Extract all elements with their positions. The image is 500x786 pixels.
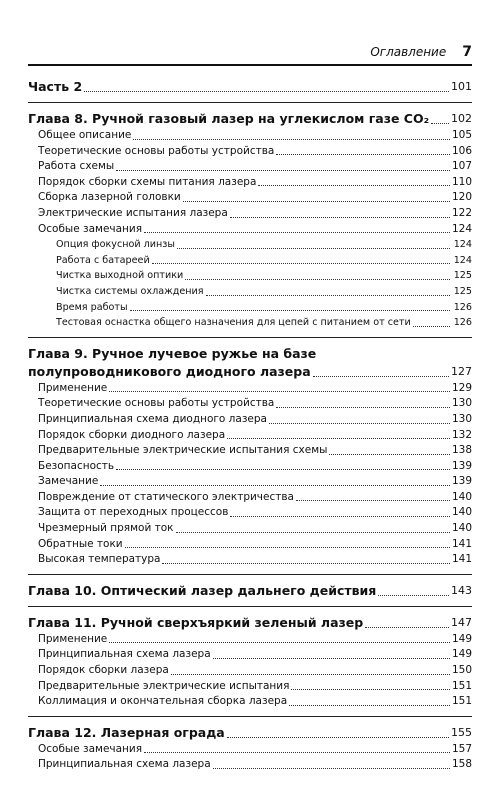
subentry-page: 124 (453, 254, 472, 266)
entry-label: Особые замечания (38, 742, 143, 755)
entry-page: 151 (451, 679, 472, 692)
leader-dots (171, 674, 450, 675)
leader-dots (84, 91, 449, 92)
toc-entry-row[interactable] (28, 757, 472, 773)
leader-dots (116, 469, 450, 470)
leader-dots (227, 438, 450, 439)
section-divider (28, 337, 472, 338)
running-head-title: Оглавление (370, 45, 447, 59)
toc-entry-row[interactable] (28, 428, 472, 444)
toc-subentry-row[interactable] (28, 300, 472, 316)
entry-page: 149 (451, 632, 472, 645)
entry-label: Замечание (38, 475, 99, 488)
chapter-title: Глава 11. Ручной сверхъяркий зеленый лазер (28, 614, 364, 630)
toc-subentry-row[interactable] (28, 268, 472, 284)
entry-page: 105 (451, 129, 472, 141)
leader-dots (291, 689, 450, 690)
entry-label: Работа схемы (38, 160, 115, 173)
page-number: 7 (462, 44, 472, 60)
toc-subentry-row[interactable] (28, 315, 472, 331)
entry-page: 122 (451, 206, 472, 219)
toc-entry-row[interactable] (28, 694, 472, 710)
section-divider (28, 102, 472, 103)
toc-entry-row[interactable] (28, 663, 472, 679)
chapter-title-line[interactable]: Глава 9. Ручное лучевое ружье на базе (28, 345, 317, 361)
toc-entry-row[interactable] (28, 521, 472, 537)
entry-page: 140 (451, 490, 472, 503)
toc-entry-row[interactable] (28, 222, 472, 238)
leader-dots (144, 752, 450, 753)
toc-entry-row[interactable] (28, 396, 472, 412)
leader-dots (176, 532, 450, 533)
toc-entry-row[interactable] (28, 128, 472, 144)
entry-label: Особые замечания (38, 222, 143, 235)
leader-dots (296, 500, 450, 501)
entry-page: 129 (451, 381, 472, 394)
chapter-title: Глава 8. Ручной газовый лазер на углекислом газе CO₂ (28, 111, 430, 126)
entry-label: Порядок сборки диодного лазера (38, 428, 226, 441)
part-title: Часть 2 (28, 79, 83, 94)
entry-page: 150 (451, 664, 472, 677)
entry-label: Защита от переходных процессов (38, 506, 229, 519)
subentry-label: Чистка системы охлаждения (56, 285, 204, 297)
section-divider (28, 606, 472, 607)
entry-label: Применение (38, 632, 108, 645)
entry-label: Чрезмерный прямой ток (38, 522, 174, 535)
entry-label: Повреждение от статического электричества (38, 490, 294, 503)
leader-dots (152, 263, 450, 264)
entry-label: Порядок сборки схемы питания лазера (38, 175, 257, 188)
running-head (28, 44, 472, 60)
subentry-label: Тестовая оснастка общего назначения для цепей с питанием от сети (56, 317, 411, 329)
entry-page: 140 (451, 506, 472, 519)
leader-dots (230, 516, 450, 517)
leader-dots (109, 391, 450, 392)
subentry-page: 126 (453, 317, 472, 329)
leader-dots (100, 485, 450, 486)
chapter-page: 147 (451, 615, 472, 629)
leader-dots (183, 201, 450, 202)
toc-entry-row[interactable] (28, 552, 472, 568)
entry-page: 124 (451, 222, 472, 235)
toc-entry-row[interactable] (28, 490, 472, 506)
leader-dots (230, 217, 450, 218)
toc-entry-row[interactable] (28, 679, 472, 695)
leader-dots (329, 454, 450, 455)
toc-entry-row[interactable] (28, 159, 472, 175)
leader-dots (133, 139, 450, 140)
entry-label: Высокая температура (38, 553, 161, 566)
entry-label: Предварительные электрические испытания (38, 679, 290, 692)
entry-label: Обратные токи (38, 537, 123, 550)
entry-page: 141 (451, 553, 472, 566)
leader-dots (313, 376, 449, 377)
toc-subentry-row[interactable] (28, 237, 472, 253)
chapter-page: 127 (451, 364, 472, 378)
entry-label: Принципиальная схема лазера (38, 648, 211, 661)
entry-page: 139 (451, 475, 472, 488)
table-of-contents (28, 78, 472, 773)
chapter-title: Глава 12. Лазерная ограда (28, 724, 225, 740)
entry-page: 151 (451, 695, 472, 708)
entry-page: 149 (451, 648, 472, 661)
toc-entry-row[interactable] (28, 206, 472, 222)
entry-label: Электрические испытания лазера (38, 206, 228, 219)
toc-entry-row[interactable] (28, 443, 472, 459)
toc-entry-row[interactable] (28, 190, 472, 206)
toc-subentry-row[interactable] (28, 284, 472, 300)
toc-entry-row[interactable] (28, 632, 472, 648)
leader-dots (227, 737, 449, 738)
toc-entry-row[interactable] (28, 412, 472, 428)
subentry-page: 125 (453, 270, 472, 282)
subentry-page: 125 (453, 285, 472, 297)
leader-dots (276, 154, 450, 155)
entry-label: Предварительные электрические испытания схемы (38, 444, 328, 457)
entry-label: Теоретические основы работы устройства (38, 144, 275, 157)
entry-page: 106 (451, 144, 472, 157)
subentry-page: 124 (453, 239, 472, 251)
leader-dots (413, 326, 450, 327)
leader-dots (431, 123, 449, 124)
leader-dots (289, 705, 450, 706)
entry-label: Порядок сборки лазера (38, 664, 169, 677)
entry-label: Безопасность (38, 459, 115, 472)
entry-label: Теоретические основы работы устройства (38, 397, 275, 410)
toc-entry-row[interactable] (28, 537, 472, 553)
entry-label: Коллимация и окончательная сборка лазера (38, 695, 288, 708)
leader-dots (213, 658, 450, 659)
entry-page: 141 (451, 537, 472, 550)
subentry-label: Опция фокусной линзы (56, 239, 175, 251)
subentry-label: Чистка выходной оптики (56, 270, 184, 282)
leader-dots (213, 768, 450, 769)
chapter-page: 155 (451, 725, 472, 739)
entry-label: Принципиальная схема лазера (38, 758, 211, 771)
toc-entry-row[interactable] (28, 459, 472, 475)
toc-entry-row[interactable] (28, 742, 472, 758)
section-divider (28, 574, 472, 575)
leader-dots (144, 232, 450, 233)
toc-entry-row[interactable] (28, 647, 472, 663)
entry-page: 158 (451, 758, 472, 771)
leader-dots (109, 642, 450, 643)
part-page: 101 (451, 80, 472, 93)
toc-entry-row[interactable] (28, 381, 472, 397)
leader-dots (269, 423, 450, 424)
leader-dots (206, 295, 450, 296)
toc-entry-row[interactable] (28, 505, 472, 521)
entry-label: Общее описание (38, 129, 132, 141)
toc-chapter-row[interactable] (28, 110, 472, 128)
entry-page: 132 (451, 428, 472, 441)
chapter-title: Глава 10. Оптический лазер дальнего действия (28, 582, 377, 598)
leader-dots (177, 248, 450, 249)
entry-page: 138 (451, 444, 472, 457)
toc-chapter-row[interactable] (28, 582, 472, 600)
leader-dots (116, 170, 450, 171)
toc-chapter-row[interactable] (28, 363, 472, 381)
leader-dots (378, 595, 449, 596)
entry-page: 157 (451, 742, 472, 755)
entry-page: 139 (451, 459, 472, 472)
entry-page: 130 (451, 397, 472, 410)
chapter-page: 143 (451, 583, 472, 597)
entry-page: 120 (451, 191, 472, 204)
toc-chapter-row[interactable] (28, 614, 472, 632)
leader-dots (130, 310, 450, 311)
entry-label: Применение (38, 381, 108, 394)
subentry-label: Работа с батареей (56, 254, 150, 266)
book-page (28, 0, 472, 786)
entry-label: Принципиальная схема диодного лазера (38, 412, 267, 425)
toc-entry-row[interactable] (28, 144, 472, 160)
chapter-page: 102 (451, 112, 472, 125)
entry-page: 140 (451, 522, 472, 535)
toc-entry-row[interactable] (28, 175, 472, 191)
toc-subentry-row[interactable] (28, 253, 472, 269)
entry-page: 110 (451, 175, 472, 188)
entry-page: 107 (451, 160, 472, 173)
leader-dots (276, 407, 450, 408)
subentry-label: Время работы (56, 301, 128, 313)
leader-dots (258, 185, 450, 186)
section-divider (28, 716, 472, 717)
toc-entry-row[interactable] (28, 474, 472, 490)
leader-dots (365, 627, 449, 628)
leader-dots (185, 279, 450, 280)
toc-part-row[interactable] (28, 78, 472, 96)
subentry-page: 126 (453, 301, 472, 313)
leader-dots (162, 563, 449, 564)
entry-label: Сборка лазерной головки (38, 191, 181, 204)
entry-page: 130 (451, 412, 472, 425)
header-rule (28, 64, 472, 66)
toc-chapter-row[interactable] (28, 724, 472, 742)
chapter-title: полупроводникового диодного лазера (28, 363, 311, 379)
leader-dots (125, 547, 450, 548)
